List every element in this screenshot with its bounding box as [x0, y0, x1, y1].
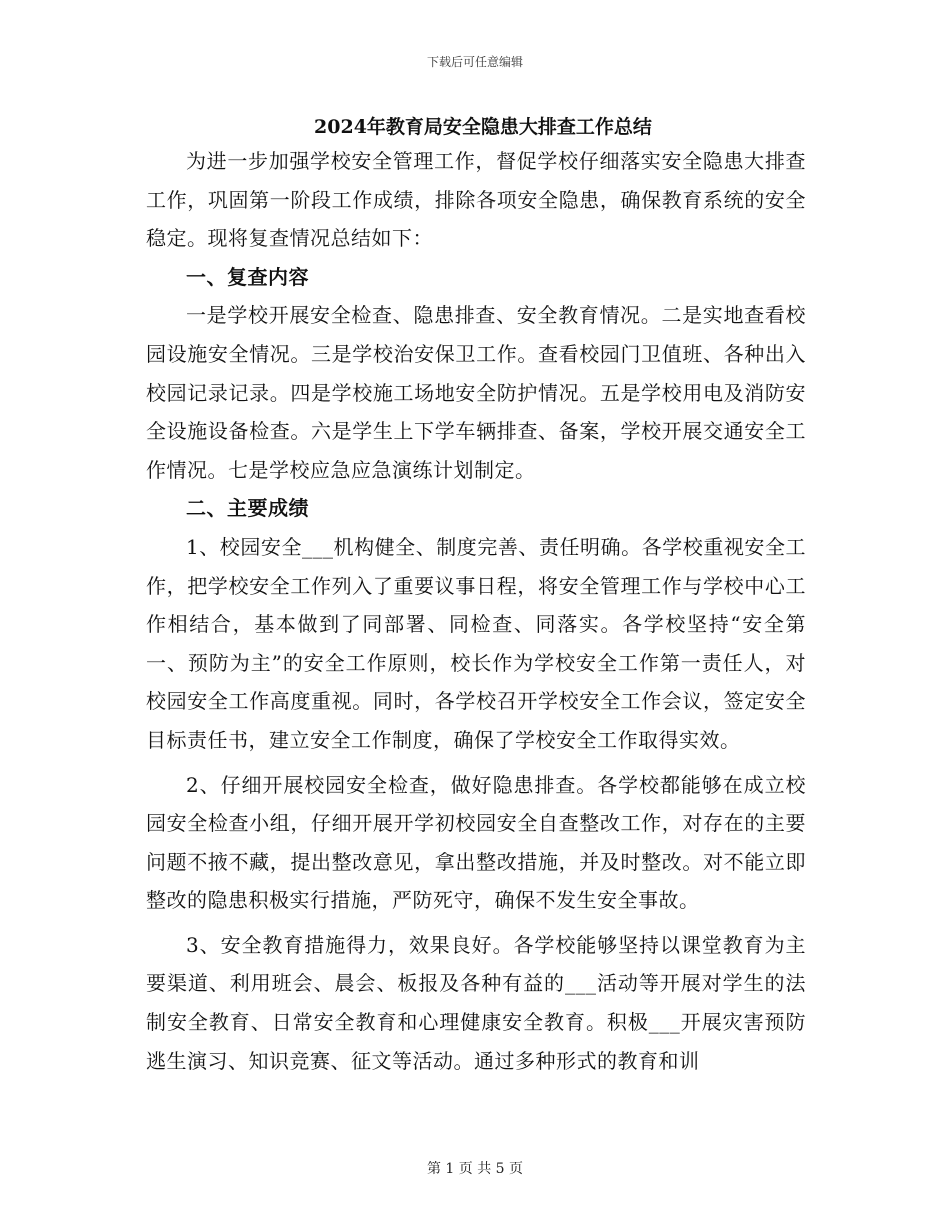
- achievement-item-1: 1、校园安全___机构健全、制度完善、责任明确。各学校重视安全工作，把学校安全工作列入了重要议事日程，将安全管理工作与学校中心工作相结合，基本做到了同部署、同检查、同落实。各学校坚持“安全第一、预防为主”的安全工作原则，校长作为学校安全工作第一责任人，对校园安全工作高度重视。同时，各学校召开学校安全工作会议，签定安全目标责任书，建立安全工作制度，确保了学校安全工作取得实效。: [146, 534, 806, 752]
- document-title: 2024年教育局安全隐患大排查工作总结: [314, 116, 652, 138]
- achievement-item-3: 3、安全教育措施得力，效果良好。各学校能够坚持以课堂教育为主要渠道、利用班会、晨会、板报及各种有益的___活动等开展对学生的法制安全教育、日常安全教育和心理健康安全教育。积极___开展灾害预防逃生演习、知识竞赛、征文等活动。通过多种形式的教育和训: [146, 932, 806, 1073]
- page-number: 第 1 页 共 5 页: [426, 1161, 524, 1177]
- section-heading-achievements: 二、主要成绩: [186, 496, 309, 521]
- section-heading-review: 一、复查内容: [186, 264, 309, 289]
- header-note: 下载后可任意编辑: [426, 55, 523, 69]
- intro-paragraph: 为进一步加强学校安全管理工作，督促学校仔细落实安全隐患大排查工作，巩固第一阶段工作成绩，排除各项安全隐患，确保教育系统的安全稳定。现将复查情况总结如下：: [146, 149, 806, 251]
- review-content-paragraph: 一是学校开展安全检查、隐患排查、安全教育情况。二是实地查看校园设施安全情况。三是学校治安保卫工作。查看校园门卫值班、各种出入校园记录记录。四是学校施工场地安全防护情况。五是学校用电及消防安全设施设备检查。六是学生上下学车辆排查、备案，学校开展交通安全工作情况。七是学校应急应急演练计划制定。: [146, 303, 806, 482]
- achievement-item-2: 2、仔细开展校园安全检查，做好隐患排查。各学校都能够在成立校园安全检查小组，仔细开展开学初校园安全自查整改工作，对存在的主要问题不掖不藏，提出整改意见，拿出整改措施，并及时整改。对不能立即整改的隐患积极实行措施，严防死守，确保不发生安全事故。: [146, 772, 806, 913]
- document-body: [146, 112, 806, 1080]
